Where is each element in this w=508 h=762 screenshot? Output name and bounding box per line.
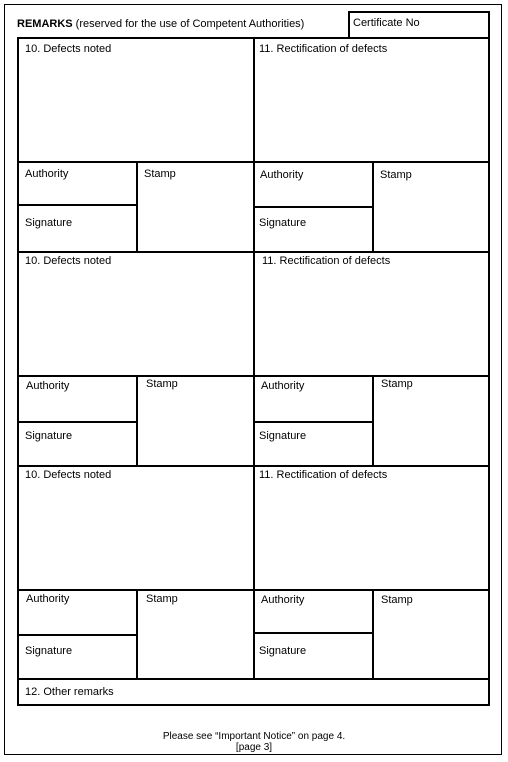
- stamp-label: Stamp: [381, 378, 413, 390]
- defects-noted-label: 10. Defects noted: [25, 43, 112, 55]
- remarks-title: REMARKS: [17, 18, 73, 30]
- block-divider: [19, 589, 488, 591]
- signature-label: Signature: [25, 645, 73, 657]
- cell-divider: [254, 206, 373, 208]
- defects-noted-label: 10. Defects noted: [25, 469, 112, 481]
- block-divider: [19, 375, 488, 377]
- important-notice: Please see “Important Notice” on page 4.: [162, 731, 346, 742]
- block-divider: [19, 465, 488, 467]
- cell-divider: [136, 162, 138, 252]
- block-divider: [19, 678, 488, 680]
- block-divider: [19, 251, 488, 253]
- signature-label: Signature: [25, 217, 73, 229]
- remarks-grid: [17, 37, 490, 706]
- stamp-label: Stamp: [146, 593, 178, 605]
- stamp-label: Stamp: [144, 168, 176, 180]
- defects-noted-label: 10. Defects noted: [25, 255, 112, 267]
- cell-divider: [254, 632, 373, 634]
- remarks-subtitle: (reserved for the use of Competent Authorities): [72, 18, 305, 30]
- signature-label: Signature: [259, 645, 307, 657]
- center-divider: [253, 39, 255, 679]
- authority-label: Authority: [25, 168, 69, 180]
- authority-label: Authority: [260, 169, 304, 181]
- stamp-label: Stamp: [381, 594, 413, 606]
- certificate-number-field[interactable]: [348, 11, 490, 39]
- cell-divider: [19, 204, 137, 206]
- rectification-label: 11. Rectification of defects: [259, 43, 388, 55]
- signature-label: Signature: [259, 217, 307, 229]
- authority-label: Authority: [261, 594, 305, 606]
- other-remarks-label: 12. Other remarks: [25, 686, 114, 698]
- cell-divider: [19, 634, 137, 636]
- authority-label: Authority: [261, 380, 305, 392]
- rectification-label: 11. Rectification of defects: [259, 469, 388, 481]
- stamp-label: Stamp: [146, 378, 178, 390]
- authority-label: Authority: [26, 380, 70, 392]
- remarks-header: [17, 18, 304, 30]
- page-number: [page 3]: [235, 742, 273, 753]
- stamp-label: Stamp: [380, 169, 412, 181]
- signature-label: Signature: [25, 430, 73, 442]
- cell-divider: [372, 590, 374, 679]
- cell-divider: [19, 421, 137, 423]
- block-divider: [19, 161, 488, 163]
- cell-divider: [254, 421, 373, 423]
- certificate-number-label: Certificate No: [353, 17, 420, 29]
- authority-label: Authority: [26, 593, 70, 605]
- signature-label: Signature: [259, 430, 307, 442]
- rectification-label: 11. Rectification of defects: [262, 255, 391, 267]
